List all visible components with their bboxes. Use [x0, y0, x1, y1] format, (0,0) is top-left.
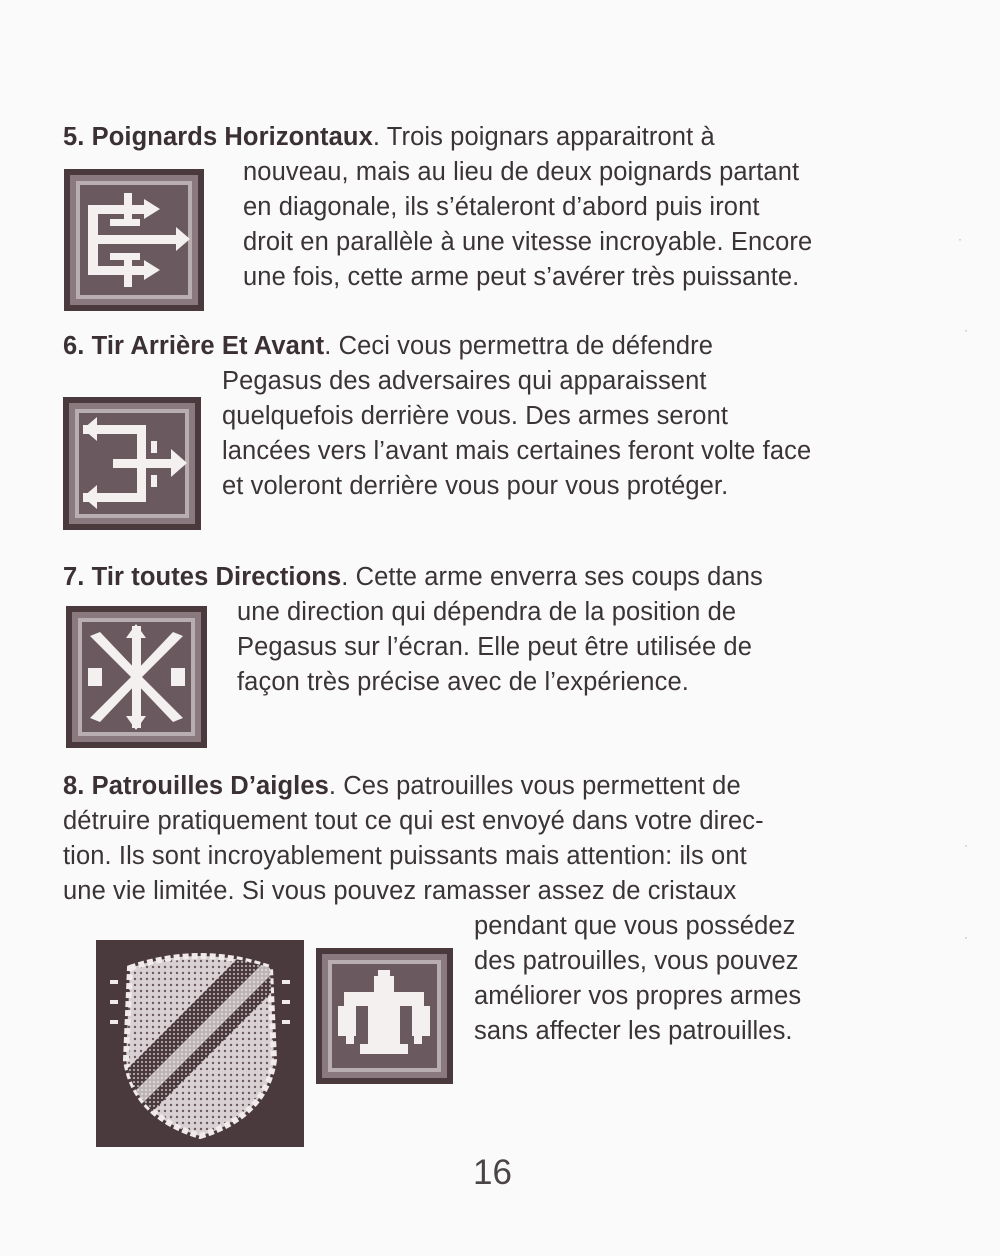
section-5-text: droit en parallèle à une vitesse incroyable. Encore: [243, 228, 813, 256]
section-7-text: Cette arme enverra ses coups dans: [355, 563, 763, 591]
section-8-text: une vie limitée. Si vous pouvez ramasser assez de cristaux: [63, 877, 737, 905]
scan-speck: ·: [964, 930, 968, 944]
section-8-text: sans affecter les patrouilles.: [474, 1017, 793, 1045]
section-6-text: Ceci vous permettra de défendre: [338, 332, 714, 360]
section-7-text: une direction qui dépendra de la position de: [237, 598, 737, 626]
section-8-first-line: 8. Patrouilles D’aigles. Ces patrouilles vous permettent de: [63, 772, 741, 800]
section-6-heading: 6. Tir Arrière Et Avant: [63, 332, 325, 360]
section-8-text: améliorer vos propres armes: [474, 982, 802, 1010]
section-8-text: des patrouilles, vous pouvez: [474, 947, 799, 975]
horizontal-daggers-icon: [64, 169, 204, 311]
all-directions-shot-icon: [66, 606, 207, 748]
section-5-text: en diagonale, ils s’étaleront d’abord puis iront: [243, 193, 760, 221]
section-5-text: une fois, cette arme peut s’avérer très puissante.: [243, 263, 800, 291]
shield-icon: [96, 940, 304, 1147]
section-6-text: et voleront derrière vous pour vous protéger.: [222, 472, 729, 500]
section-7-heading: 7. Tir toutes Directions: [63, 563, 342, 591]
section-7-text: Pegasus sur l’écran. Elle peut être utilisée de: [237, 633, 752, 661]
section-6-first-line: 6. Tir Arrière Et Avant. Ceci vous permettra de défendre: [63, 332, 714, 360]
scan-speck: ·: [964, 323, 968, 337]
section-8-text: détruire pratiquement tout ce qui est envoyé dans votre direc-: [63, 807, 764, 835]
section-8-text: pendant que vous possédez: [474, 912, 796, 940]
section-5-heading: 5. Poignards Horizontaux: [63, 123, 373, 151]
section-8-heading: 8. Patrouilles D’aigles: [63, 772, 329, 800]
section-5-first-line: 5. Poignards Horizontaux. Trois poignars apparaitront à: [63, 123, 715, 151]
page-number: 16: [473, 1153, 512, 1192]
scan-speck: ·: [964, 838, 968, 852]
section-7-text: façon très précise avec de l’expérience.: [237, 668, 689, 696]
section-8-text: tion. Ils sont incroyablement puissants mais attention: ils ont: [63, 842, 747, 870]
back-front-shot-icon: [63, 397, 201, 530]
section-5-text: nouveau, mais au lieu de deux poignards partant: [243, 158, 800, 186]
section-7-first-line: 7. Tir toutes Directions. Cette arme enverra ses coups dans: [63, 563, 763, 591]
section-6-text: Pegasus des adversaires qui apparaissent: [222, 367, 707, 395]
section-6-text: quelquefois derrière vous. Des armes seront: [222, 402, 729, 430]
scan-speck: ·: [958, 232, 962, 246]
section-5-text: Trois poignars apparaitront à: [386, 123, 715, 151]
section-6-text: lancées vers l’avant mais certaines feront volte face: [222, 437, 812, 465]
section-8-text: Ces patrouilles vous permettent de: [343, 772, 741, 800]
eagle-icon: [316, 948, 453, 1084]
